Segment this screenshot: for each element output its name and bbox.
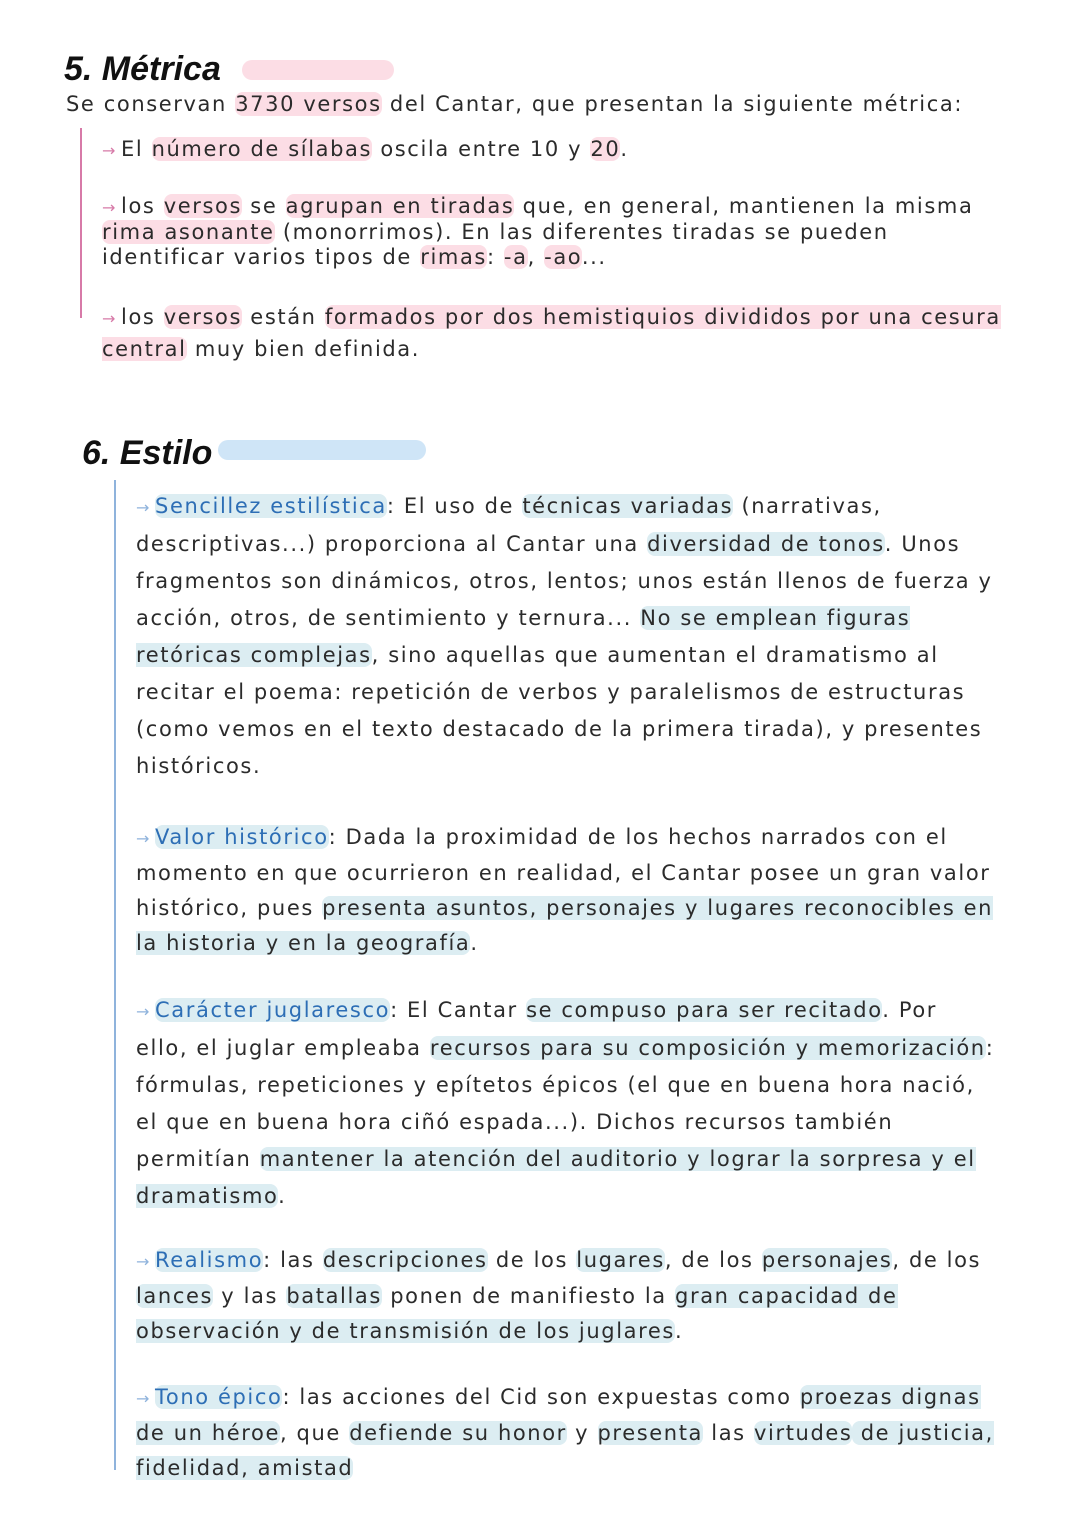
text: y xyxy=(566,1421,598,1445)
highlighted-text: versos xyxy=(163,305,243,329)
estilo-item xyxy=(136,1380,1006,1486)
text: de los xyxy=(487,1248,577,1272)
estilo-item xyxy=(136,1243,1006,1349)
highlighted-text: técnicas variadas xyxy=(522,494,734,518)
text: : las acciones del Cid son expuestas como xyxy=(282,1385,800,1409)
estilo-item xyxy=(136,992,996,1215)
text: , sino aquellas que aumentan el dramatismo al recitar el poema: repetición de verbos y paralelismos de estructuras (como vemos en el texto destacado de la primera tirada), y presentes históricos. xyxy=(136,643,983,778)
text: que, en general, mantienen la misma xyxy=(514,194,974,218)
highlighted-text: defiende su honor xyxy=(349,1421,567,1445)
arrow-icon: → xyxy=(102,141,118,160)
highlighted-text: lugares xyxy=(576,1248,665,1272)
highlighted-text: rimas xyxy=(420,245,487,269)
arrow-icon: → xyxy=(102,309,118,328)
highlighted-text: versos xyxy=(163,194,243,218)
text: del Cantar, que presentan la siguiente métrica: xyxy=(381,92,963,116)
highlighted-text: descripciones xyxy=(322,1248,488,1272)
text: , de los xyxy=(664,1248,762,1272)
metrica-intro xyxy=(66,92,1026,116)
text: ponen de manifiesto la xyxy=(381,1284,676,1308)
highlighted-text: presenta asuntos, personajes y lugares reconocibles en la historia y en la geografía xyxy=(136,896,994,955)
highlighted-text: virtudes xyxy=(754,1421,853,1445)
metrica-item xyxy=(102,194,1002,270)
text: : El uso de xyxy=(386,494,523,518)
highlighted-text: 3730 versos xyxy=(235,92,382,116)
text: oscila entre 10 y xyxy=(372,137,591,161)
text: : Dada la proximidad de los hechos narrados con el momento en que ocurrieron en realidad, el Cantar posee un gran valor histórico, pues xyxy=(136,825,991,920)
text: muy bien definida. xyxy=(186,337,421,361)
text: : fórmulas, repeticiones y epítetos épicos (el que en buena hora nació, el que en buena hora ciñó espada...). Dichos recursos también permitían xyxy=(136,1036,995,1171)
arrow-icon: → xyxy=(136,829,152,848)
text: los xyxy=(121,305,164,329)
highlighted-text: lances xyxy=(136,1284,214,1308)
text: ... xyxy=(581,245,607,269)
highlighted-text: agrupan en tiradas xyxy=(285,194,515,218)
metrica-item xyxy=(102,302,1032,364)
text: : xyxy=(486,245,504,269)
item-term: Valor histórico xyxy=(155,825,329,849)
text: los xyxy=(121,194,164,218)
item-term: Tono épico xyxy=(155,1385,283,1409)
section-title-estilo: 6. Estilo xyxy=(82,434,213,472)
arrow-icon: → xyxy=(136,1002,152,1021)
estilo-item xyxy=(136,488,996,785)
text: , que xyxy=(280,1421,350,1445)
highlighted-text: se compuso para ser recitado xyxy=(526,998,883,1022)
arrow-icon: → xyxy=(136,1252,152,1271)
highlighted-text: formados por dos hemistiquios divididos por una cesura central xyxy=(102,305,1001,361)
arrow-icon: → xyxy=(136,498,152,517)
text: las xyxy=(703,1421,754,1445)
highlighted-text: gran capacidad de observación y de transmisión de los juglares xyxy=(136,1284,898,1343)
highlighted-text: recursos para su composición y memorización xyxy=(429,1036,986,1060)
highlighted-text: rima asonante xyxy=(102,220,275,244)
text: , de los xyxy=(892,1248,982,1272)
highlighted-text: presenta xyxy=(597,1421,703,1445)
text: . Unos fragmentos son dinámicos, otros, lentos; unos están llenos de fuerza y acción, otros, de sentimiento y ternura... xyxy=(136,532,993,630)
highlighted-text: -a xyxy=(503,245,528,269)
highlighted-text: batallas xyxy=(286,1284,382,1308)
text: El xyxy=(121,137,152,161)
text: (monorrimos). En las diferentes tiradas se pueden identificar varios tipos de xyxy=(102,220,889,269)
highlighted-text: personajes xyxy=(761,1248,893,1272)
text: . xyxy=(470,931,479,955)
text: . xyxy=(674,1319,684,1343)
item-term: Realismo xyxy=(155,1248,264,1272)
bracket-line xyxy=(114,480,116,1470)
text: (narrativas, descriptivas...) proporciona al Cantar una xyxy=(136,494,882,556)
text: . xyxy=(620,137,629,161)
title-highlight xyxy=(218,440,426,460)
title-highlight xyxy=(242,60,394,80)
highlighted-text: proezas dignas de un héroe xyxy=(136,1385,981,1445)
arrow-icon: → xyxy=(102,198,118,217)
bracket-line xyxy=(80,128,82,318)
highlighted-text: mantener la atención del auditorio y lograr la sorpresa y el dramatismo xyxy=(136,1147,976,1208)
text: : El Cantar xyxy=(390,998,527,1022)
item-term: Sencillez estilística xyxy=(155,494,387,518)
text: . xyxy=(278,1184,287,1208)
text: . Por ello, el juglar empleaba xyxy=(136,998,938,1060)
highlighted-text: 20 xyxy=(590,137,621,161)
text: y las xyxy=(213,1284,287,1308)
metrica-item xyxy=(102,136,1022,164)
highlighted-text: diversidad de tonos xyxy=(647,532,885,556)
section-title-metrica: 5. Métrica xyxy=(64,50,221,88)
highlighted-text: -ao xyxy=(544,245,582,269)
item-term: Carácter juglaresco xyxy=(155,998,391,1022)
text: : las xyxy=(263,1248,323,1272)
text: están xyxy=(242,305,325,329)
highlighted-text: número de sílabas xyxy=(151,137,373,161)
text: Se conservan xyxy=(66,92,236,116)
highlighted-text: de justicia, fidelidad, amistad xyxy=(136,1421,994,1480)
estilo-item xyxy=(136,820,996,961)
arrow-icon: → xyxy=(136,1389,152,1408)
text: se xyxy=(242,194,286,218)
highlighted-text: No se emplean figuras retóricas complejas xyxy=(136,606,911,667)
text: , xyxy=(527,245,545,269)
